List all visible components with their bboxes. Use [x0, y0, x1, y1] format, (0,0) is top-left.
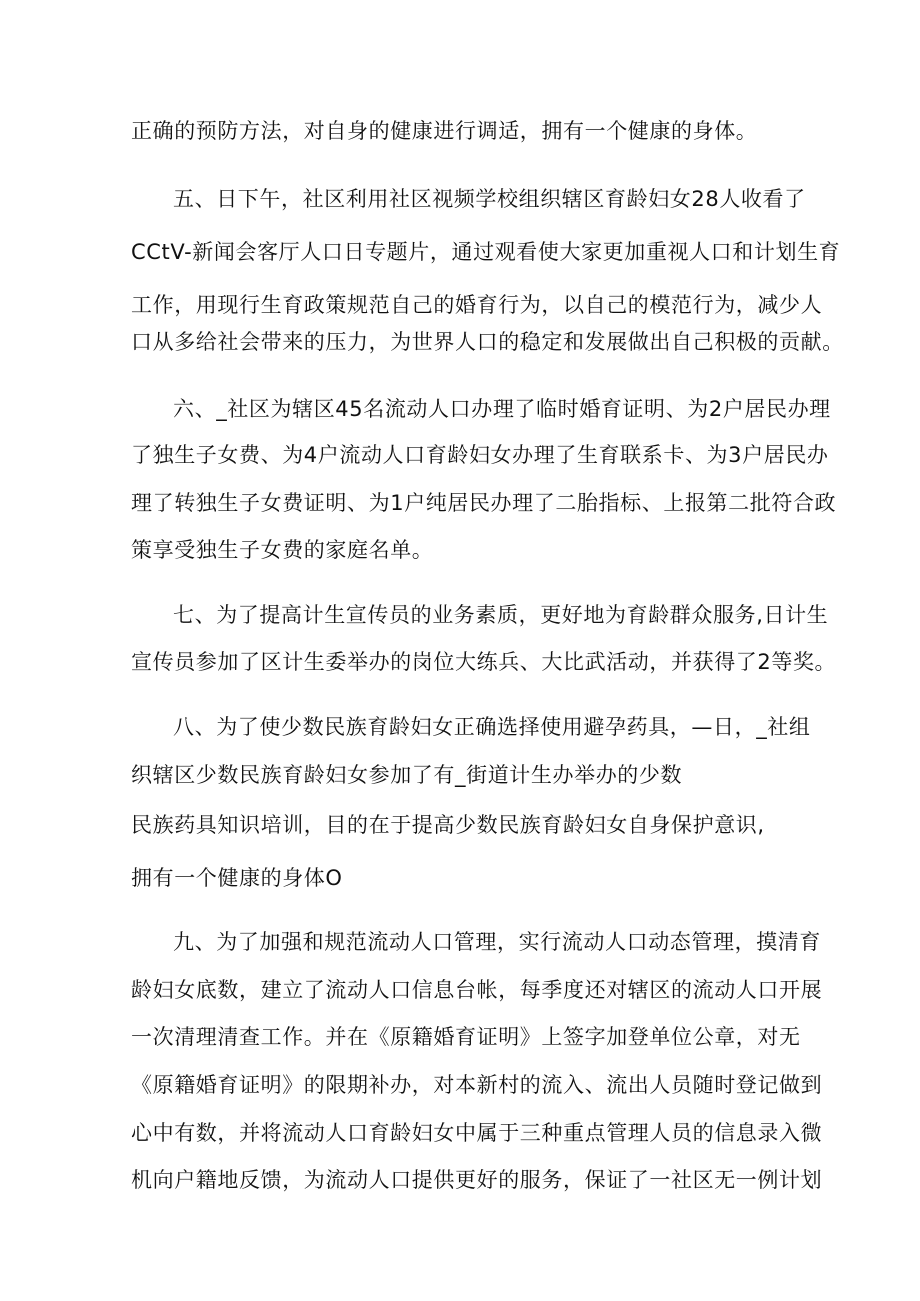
text-line: 策享受独生子女费的家庭名单。 [131, 538, 434, 562]
text-line: 口从多给社会带来的压力，为世界人口的稳定和发展做出自己积极的贡献。 [131, 330, 844, 354]
text-line: 《原籍婚育证明》的限期补办，对本新村的流入、流出人员随时登记做到 [131, 1073, 823, 1097]
text-line: 宣传员参加了区计生委举办的岗位大练兵、大比武活动，并获得了2等奖。 [131, 650, 837, 674]
paragraph-first-line: 八、为了使少数民族育龄妇女正确选择使用避孕药具，—日，_社组 [173, 715, 811, 739]
paragraph-first-line: 七、为了提高计生宣传员的业务素质，更好地为育龄群众服务,日计生 [173, 603, 829, 627]
text-line: 拥有一个健康的身体O [131, 866, 343, 890]
text-line: 工作，用现行生育政策规范自己的婚育行为，以自己的模范行为，减少人 [131, 293, 823, 317]
paragraph-first-line: 五、日下午，社区利用社区视频学校组织辖区育龄妇女28人收看了 [173, 187, 806, 211]
text-line: 织辖区少数民族育龄妇女参加了有_街道计生办举办的少数 [131, 763, 683, 787]
paragraph-first-line: 九、为了加强和规范流动人口管理，实行流动人口动态管理，摸清育 [173, 930, 821, 954]
text-line: CCtV-新闻会客厅人口日专题片，通过观看使大家更加重视人口和计划生育 [131, 240, 841, 264]
text-line: 龄妇女底数，建立了流动人口信息台帐，每季度还对辖区的流动人口开展 [131, 978, 823, 1002]
text-line: 民族药具知识培训，目的在于提高少数民族育龄妇女自身保护意识, [131, 813, 765, 837]
text-line: 心中有数，并将流动人口育龄妇女中属于三种重点管理人员的信息录入微 [131, 1121, 823, 1145]
text-line: 正确的预防方法，对自身的健康进行调适，拥有一个健康的身体。 [131, 119, 758, 143]
text-line: 机向户籍地反馈，为流动人口提供更好的服务，保证了一社区无一例计划 [131, 1168, 823, 1192]
text-line: 一次清理清查工作。并在《原籍婚育证明》上签字加登单位公章，对无 [131, 1025, 801, 1049]
text-line: 了独生子女费、为4户流动人口育龄妇女办理了生育联系卡、为3户居民办 [131, 443, 829, 467]
text-line: 理了转独生子女费证明、为1户纯居民办理了二胎指标、上报第二批符合政 [131, 491, 837, 515]
paragraph-first-line: 六、_社区为辖区45名流动人口办理了临时婚育证明、为2户居民办理 [173, 397, 831, 421]
